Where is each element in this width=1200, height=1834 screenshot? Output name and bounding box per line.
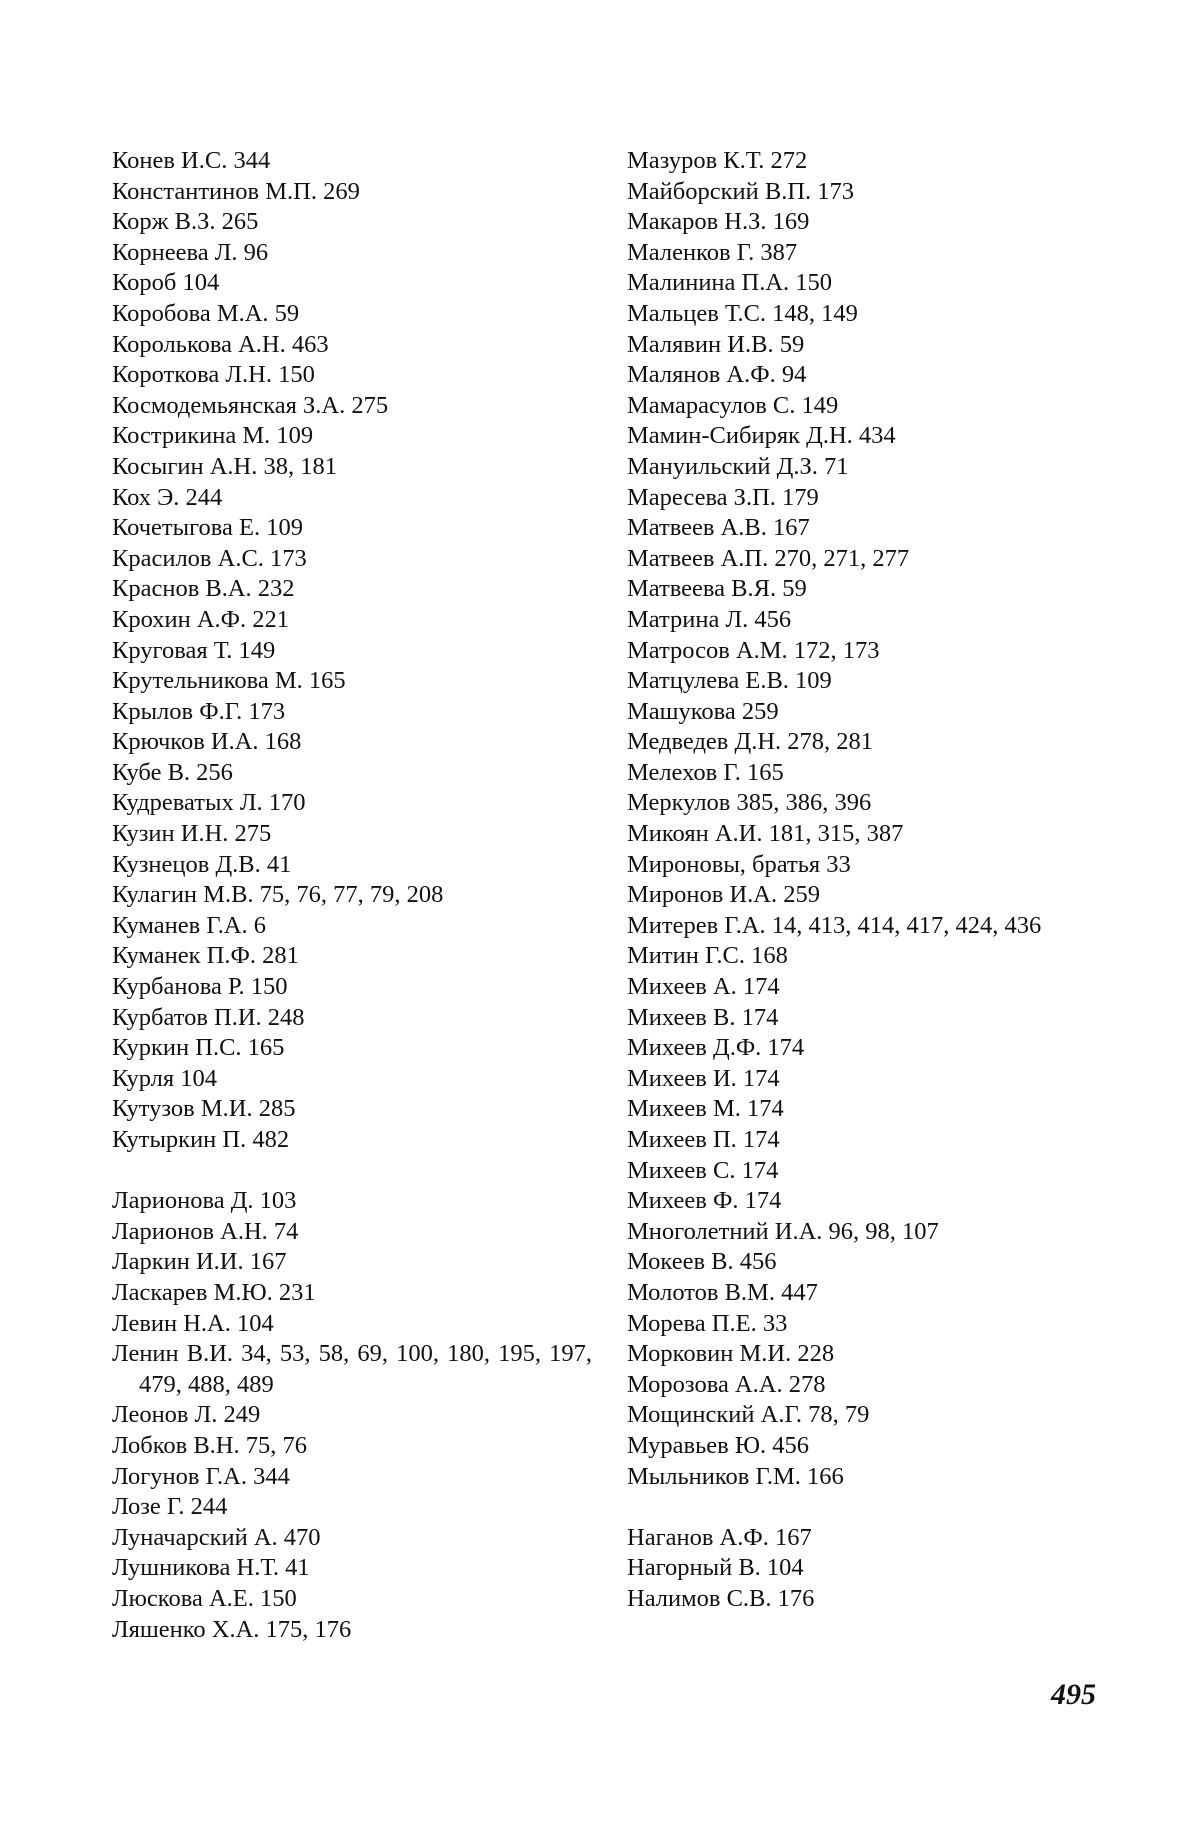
index-entry: Кох Э. 244 xyxy=(112,483,223,511)
index-entry: Мануильский Д.З. 71 xyxy=(627,452,849,480)
page-number: 495 xyxy=(1051,1678,1096,1711)
index-entry: Макаров Н.З. 169 xyxy=(627,208,810,236)
index-entry: Михеев Ф. 174 xyxy=(627,1187,782,1215)
index-entry: Лозе Г. 244 xyxy=(112,1493,228,1521)
index-entry: Маленков Г. 387 xyxy=(627,238,798,266)
index-column-right xyxy=(627,146,1097,1615)
index-entry: Короткова Л.Н. 150 xyxy=(112,361,315,389)
index-entry: Морковин М.И. 228 xyxy=(627,1340,835,1368)
index-entry: Кубе В. 256 xyxy=(112,758,233,786)
index-entry: Кутыркин П. 482 xyxy=(112,1126,290,1153)
index-entry: Лобков В.Н. 75, 76 xyxy=(112,1431,307,1459)
index-entry: Кутузов М.И. 285 xyxy=(112,1095,296,1123)
index-entry: Наганов А.Ф. 167 xyxy=(627,1523,812,1551)
index-entry: Муравьев Ю. 456 xyxy=(627,1431,810,1459)
index-entry: Митин Г.С. 168 xyxy=(627,942,788,970)
index-entry: Крохин А.Ф. 221 xyxy=(112,605,290,633)
index-entry: Мыльников Г.М. 166 xyxy=(627,1462,844,1490)
index-entry: Корж В.З. 265 xyxy=(112,208,259,236)
index-entry: Леонов Л. 249 xyxy=(112,1401,261,1429)
index-entry: Круговая Т. 149 xyxy=(112,636,276,664)
index-entry: Курбанова Р. 150 xyxy=(112,973,288,1001)
index-column-left xyxy=(112,146,592,1645)
index-entry: Ларкин И.И. 167 xyxy=(112,1248,287,1276)
index-entry: Михеев М. 174 xyxy=(627,1095,784,1123)
index-entry: Куманев Г.А. 6 xyxy=(112,911,267,939)
index-entry: Ляшенко Х.А. 175, 176 xyxy=(112,1615,352,1643)
index-entry: Космодемьянская З.А. 275 xyxy=(112,391,389,419)
index-entry: Матрина Л. 456 xyxy=(627,605,792,633)
index-entry: Коробова М.А. 59 xyxy=(112,299,300,327)
index-entry: Малянов А.Ф. 94 xyxy=(627,361,807,389)
index-entry: Морева П.Е. 33 xyxy=(627,1309,788,1337)
index-entry: Михеев Д.Ф. 174 xyxy=(627,1034,805,1062)
index-entry: Косыгин А.Н. 38, 181 xyxy=(112,452,337,480)
index-entry: Левин Н.А. 104 xyxy=(112,1309,274,1337)
index-entry: Ласкарев М.Ю. 231 xyxy=(112,1278,316,1306)
index-entry: Краснов В.А. 232 xyxy=(112,575,295,603)
index-entry: Крылов Ф.Г. 173 xyxy=(112,697,286,725)
index-entry: Миронов И.А. 259 xyxy=(627,881,820,909)
index-entry: Кузин И.Н. 275 xyxy=(112,820,272,848)
index-entry: Михеев В. 174 xyxy=(627,1003,779,1031)
index-entry: Михеев П. 174 xyxy=(627,1126,780,1153)
index-entry: Мазуров К.Т. 272 xyxy=(627,147,808,174)
index-entry: Матцулева Е.В. 109 xyxy=(627,667,832,695)
index-entry: Короб 104 xyxy=(112,269,220,297)
index-entry: Малявин И.В. 59 xyxy=(627,330,805,358)
index-entry: Матвеева В.Я. 59 xyxy=(627,575,807,603)
index-entry: Крючков И.А. 168 xyxy=(112,728,302,756)
index-entry: Медведев Д.Н. 278, 281 xyxy=(627,728,874,756)
index-entry: Ларионова Д. 103 xyxy=(112,1187,297,1215)
index-entry: Крутельникова М. 165 xyxy=(112,667,346,695)
index-entry: Машукова 259 xyxy=(627,697,779,725)
index-entry: Кузнецов Д.В. 41 xyxy=(112,850,292,878)
index-entry: Меркулов 385, 386, 396 xyxy=(627,789,872,817)
index-entry: Майборский В.П. 173 xyxy=(627,177,855,205)
index-entry: Мальцев Т.С. 148, 149 xyxy=(627,299,858,327)
letter-section-gap xyxy=(112,1156,592,1187)
index-entry: Люскова А.Е. 150 xyxy=(112,1584,297,1612)
index-entry: Матвеев А.В. 167 xyxy=(627,514,810,542)
index-entry: Луначарский А. 470 xyxy=(112,1523,321,1551)
index-entry: Мамин-Сибиряк Д.Н. 434 xyxy=(627,422,896,450)
index-entry: Красилов А.С. 173 xyxy=(112,544,307,572)
index-entry: Константинов М.П. 269 xyxy=(112,177,360,205)
index-entry: Нагорный В. 104 xyxy=(627,1554,804,1582)
index-entry: Кудреватых Л. 170 xyxy=(112,789,306,817)
index-entry: Ларионов А.Н. 74 xyxy=(112,1217,299,1245)
index-entry: Михеев С. 174 xyxy=(627,1156,779,1184)
index-entry: Курля 104 xyxy=(112,1064,218,1092)
index-entry: Мелехов Г. 165 xyxy=(627,758,784,786)
index-entry: Корнеева Л. 96 xyxy=(112,238,269,266)
index-entry: Мироновы, братья 33 xyxy=(627,850,851,878)
index-entry: Морозова А.А. 278 xyxy=(627,1370,826,1398)
index-entry: Михеев А. 174 xyxy=(627,973,780,1001)
index-entry: Логунов Г.А. 344 xyxy=(112,1462,290,1490)
index-entry: Мамарасулов С. 149 xyxy=(627,391,839,419)
index-entry: Маресева З.П. 179 xyxy=(627,483,819,511)
index-entry: Кострикина М. 109 xyxy=(112,422,314,450)
index-entry: Матросов А.М. 172, 173 xyxy=(627,636,880,664)
index-entry: Молотов В.М. 447 xyxy=(627,1278,818,1306)
index-entry: Малинина П.А. 150 xyxy=(627,269,833,297)
index-entry: Курбатов П.И. 248 xyxy=(112,1003,305,1031)
index-entry: Ленин В.И. 34, 53, 58, 69, 100, 180, 195, 197, 479, 488, 489 xyxy=(112,1340,592,1398)
index-entry: Куманек П.Ф. 281 xyxy=(112,942,299,970)
index-entry: Кочетыгова Е. 109 xyxy=(112,514,303,542)
index-entry: Мощинский А.Г. 78, 79 xyxy=(627,1401,870,1429)
index-entry: Королькова А.Н. 463 xyxy=(112,330,329,358)
index-entry: Многолетний И.А. 96, 98, 107 xyxy=(627,1217,939,1245)
index-entry: Михеев И. 174 xyxy=(627,1064,780,1092)
letter-section-gap xyxy=(627,1492,1097,1523)
index-entry: Матвеев А.П. 270, 271, 277 xyxy=(627,544,910,572)
index-entry: Налимов С.В. 176 xyxy=(627,1584,815,1612)
index-entry: Куркин П.С. 165 xyxy=(112,1034,285,1062)
index-entry: Митерев Г.А. 14, 413, 414, 417, 424, 436 xyxy=(627,911,1042,939)
index-entry: Мокеев В. 456 xyxy=(627,1248,777,1276)
index-entry: Конев И.С. 344 xyxy=(112,147,271,174)
index-entry: Микоян А.И. 181, 315, 387 xyxy=(627,820,904,848)
index-entry: Кулагин М.В. 75, 76, 77, 79, 208 xyxy=(112,881,444,909)
index-entry: Лушникова Н.Т. 41 xyxy=(112,1554,310,1582)
